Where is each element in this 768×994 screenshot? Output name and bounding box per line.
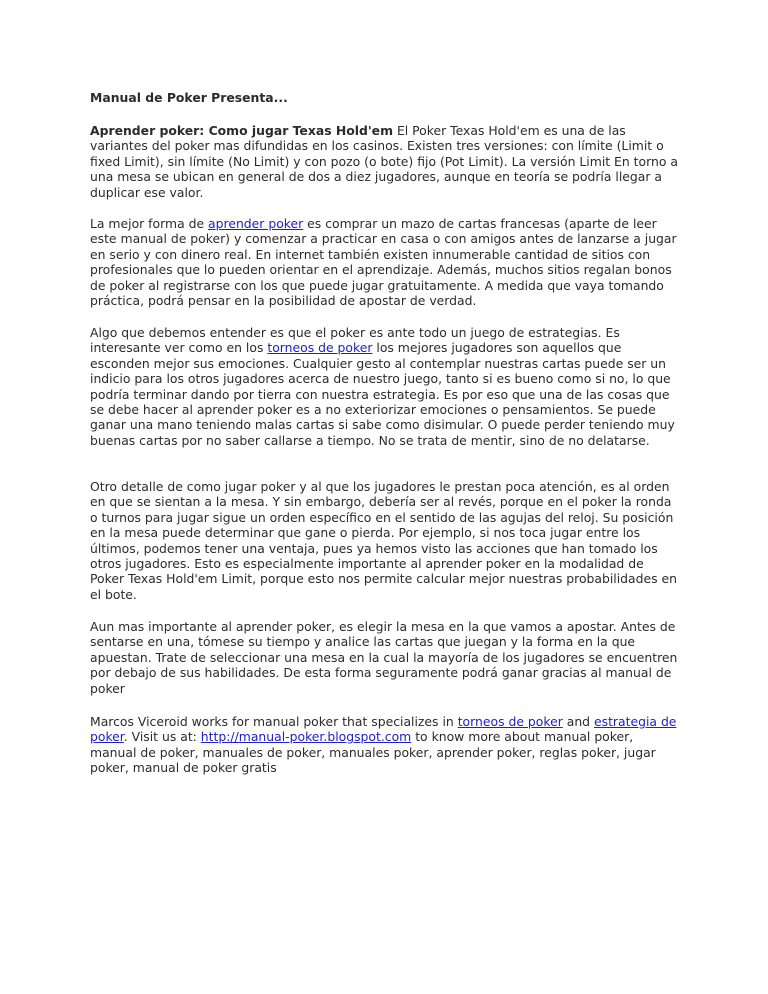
link-manual-poker-blog[interactable]: http://manual-poker.blogspot.com [200,729,412,745]
paragraph-2-text-before: La mejor forma de [90,216,209,231]
paragraph-1 [90,123,678,200]
paragraph-3-text-after: los mejores jugadores son aquellos que esconden mejor sus emociones. Cualquier gesto al contemplar nuestras cartas puede ser un indicio para los otros jugadores acerca de nuestro juego, tanto si es bueno como si no, lo que podría terminar dando por tierra con nuestra estrategia. Es por eso que una de las cosas que se debe hacer al aprender poker es a no exteriorizar emociones o pensamientos. Se puede ganar una mano teniendo malas cartas si sabe como disimular. O puede perder teniendo muy buenas cartas por no saber callarse a tiempo. No se trata de mentir, sino de no delatarse. [90,340,675,448]
paragraph-1-heading: Aprender poker: Como jugar Texas Hold'em [90,123,393,138]
paragraph-5: Aun mas importante al aprender poker, es elegir la mesa en la que vamos a apostar. Antes de sentarse en una, tómese su tiempo y analice las cartas que juegan y la forma en la que apuestan. Trate de seleccionar una mesa en la cual la mayoría de los jugadores se encuentren por debajo de sus habilidades. De esta forma seguramente podrá ganar gracias al manual de poker [90,619,678,696]
paragraph-6-text-3: . Visit us at: [123,729,201,745]
link-aprender-poker[interactable]: aprender poker [208,216,304,231]
link-torneos-de-poker[interactable]: torneos de poker [267,340,373,356]
paragraph-1-text: El Poker Texas Hold'em es una de las variantes del poker mas difundidas en los casinos. Existen tres versiones: con límite (Limit o fixed Limit), sin límite (No Limit) y con pozo (o bote) fijo (Pot Limit). La versión Limit En torno a una mesa se ubican en general de dos a diez jugadores, aunque en teoría se podría llegar a duplicar ese valor. [90,123,678,200]
paragraph-3 [90,325,678,448]
link-estrategia-de-poker[interactable]: estrategia de poker [90,714,677,745]
paragraph-6-text-4: to know more about manual poker, manual de poker, manuales de poker, manuales poker, aprender poker, reglas poker, jugar poker, manual de poker gratis [90,729,656,776]
paragraph-6 [90,714,678,776]
paragraph-3-text-before: Algo que debemos entender es que el poker es ante todo un juego de estrategias. Es interesante ver como en los [90,325,620,356]
paragraph-4: Otro detalle de como jugar poker y al que los jugadores le prestan poca atención, es al orden en que se sientan a la mesa. Y sin embargo, debería ser al revés, porque en el poker la ronda o turnos para jugar sigue un orden específico en el sentido de las agujas del reloj. Su posición en la mesa puede determinar que gane o pierda. Por ejemplo, si nos toca jugar entre los últimos, podemos tener una ventaja, pues ya hemos visto las acciones que han tomado los otros jugadores. Esto es especialmente importante al aprender poker en la modalidad de Poker Texas Hold'em Limit, porque esto nos permite calcular mejor nuestras probabilidades en el bote. [90,479,677,602]
link-torneos-de-poker-2[interactable]: torneos de poker [457,714,563,729]
paragraph-6-text-2: and [562,714,594,729]
paragraph-2-text-after: es comprar un mazo de cartas francesas (aparte de leer este manual de poker) y comenzar a practicar en casa o con amigos antes de lanzarse a jugar en serio y con dinero real. En internet también existen innumerable cantidad de sitios con profesionales que lo pueden orientar en el aprendizaje. Además, muchos sitios regalan bonos de poker al registrarse con los que puede jugar gratuitamente. A medida que vaya tomando práctica, podrá pensar en la posibilidad de apostar de verdad. [90,216,677,309]
document-title: Manual de Poker Presenta... [90,90,288,105]
paragraph-2 [90,216,678,308]
paragraph-6-text-1: Marcos Viceroid works for manual poker that specializes in [90,714,458,729]
